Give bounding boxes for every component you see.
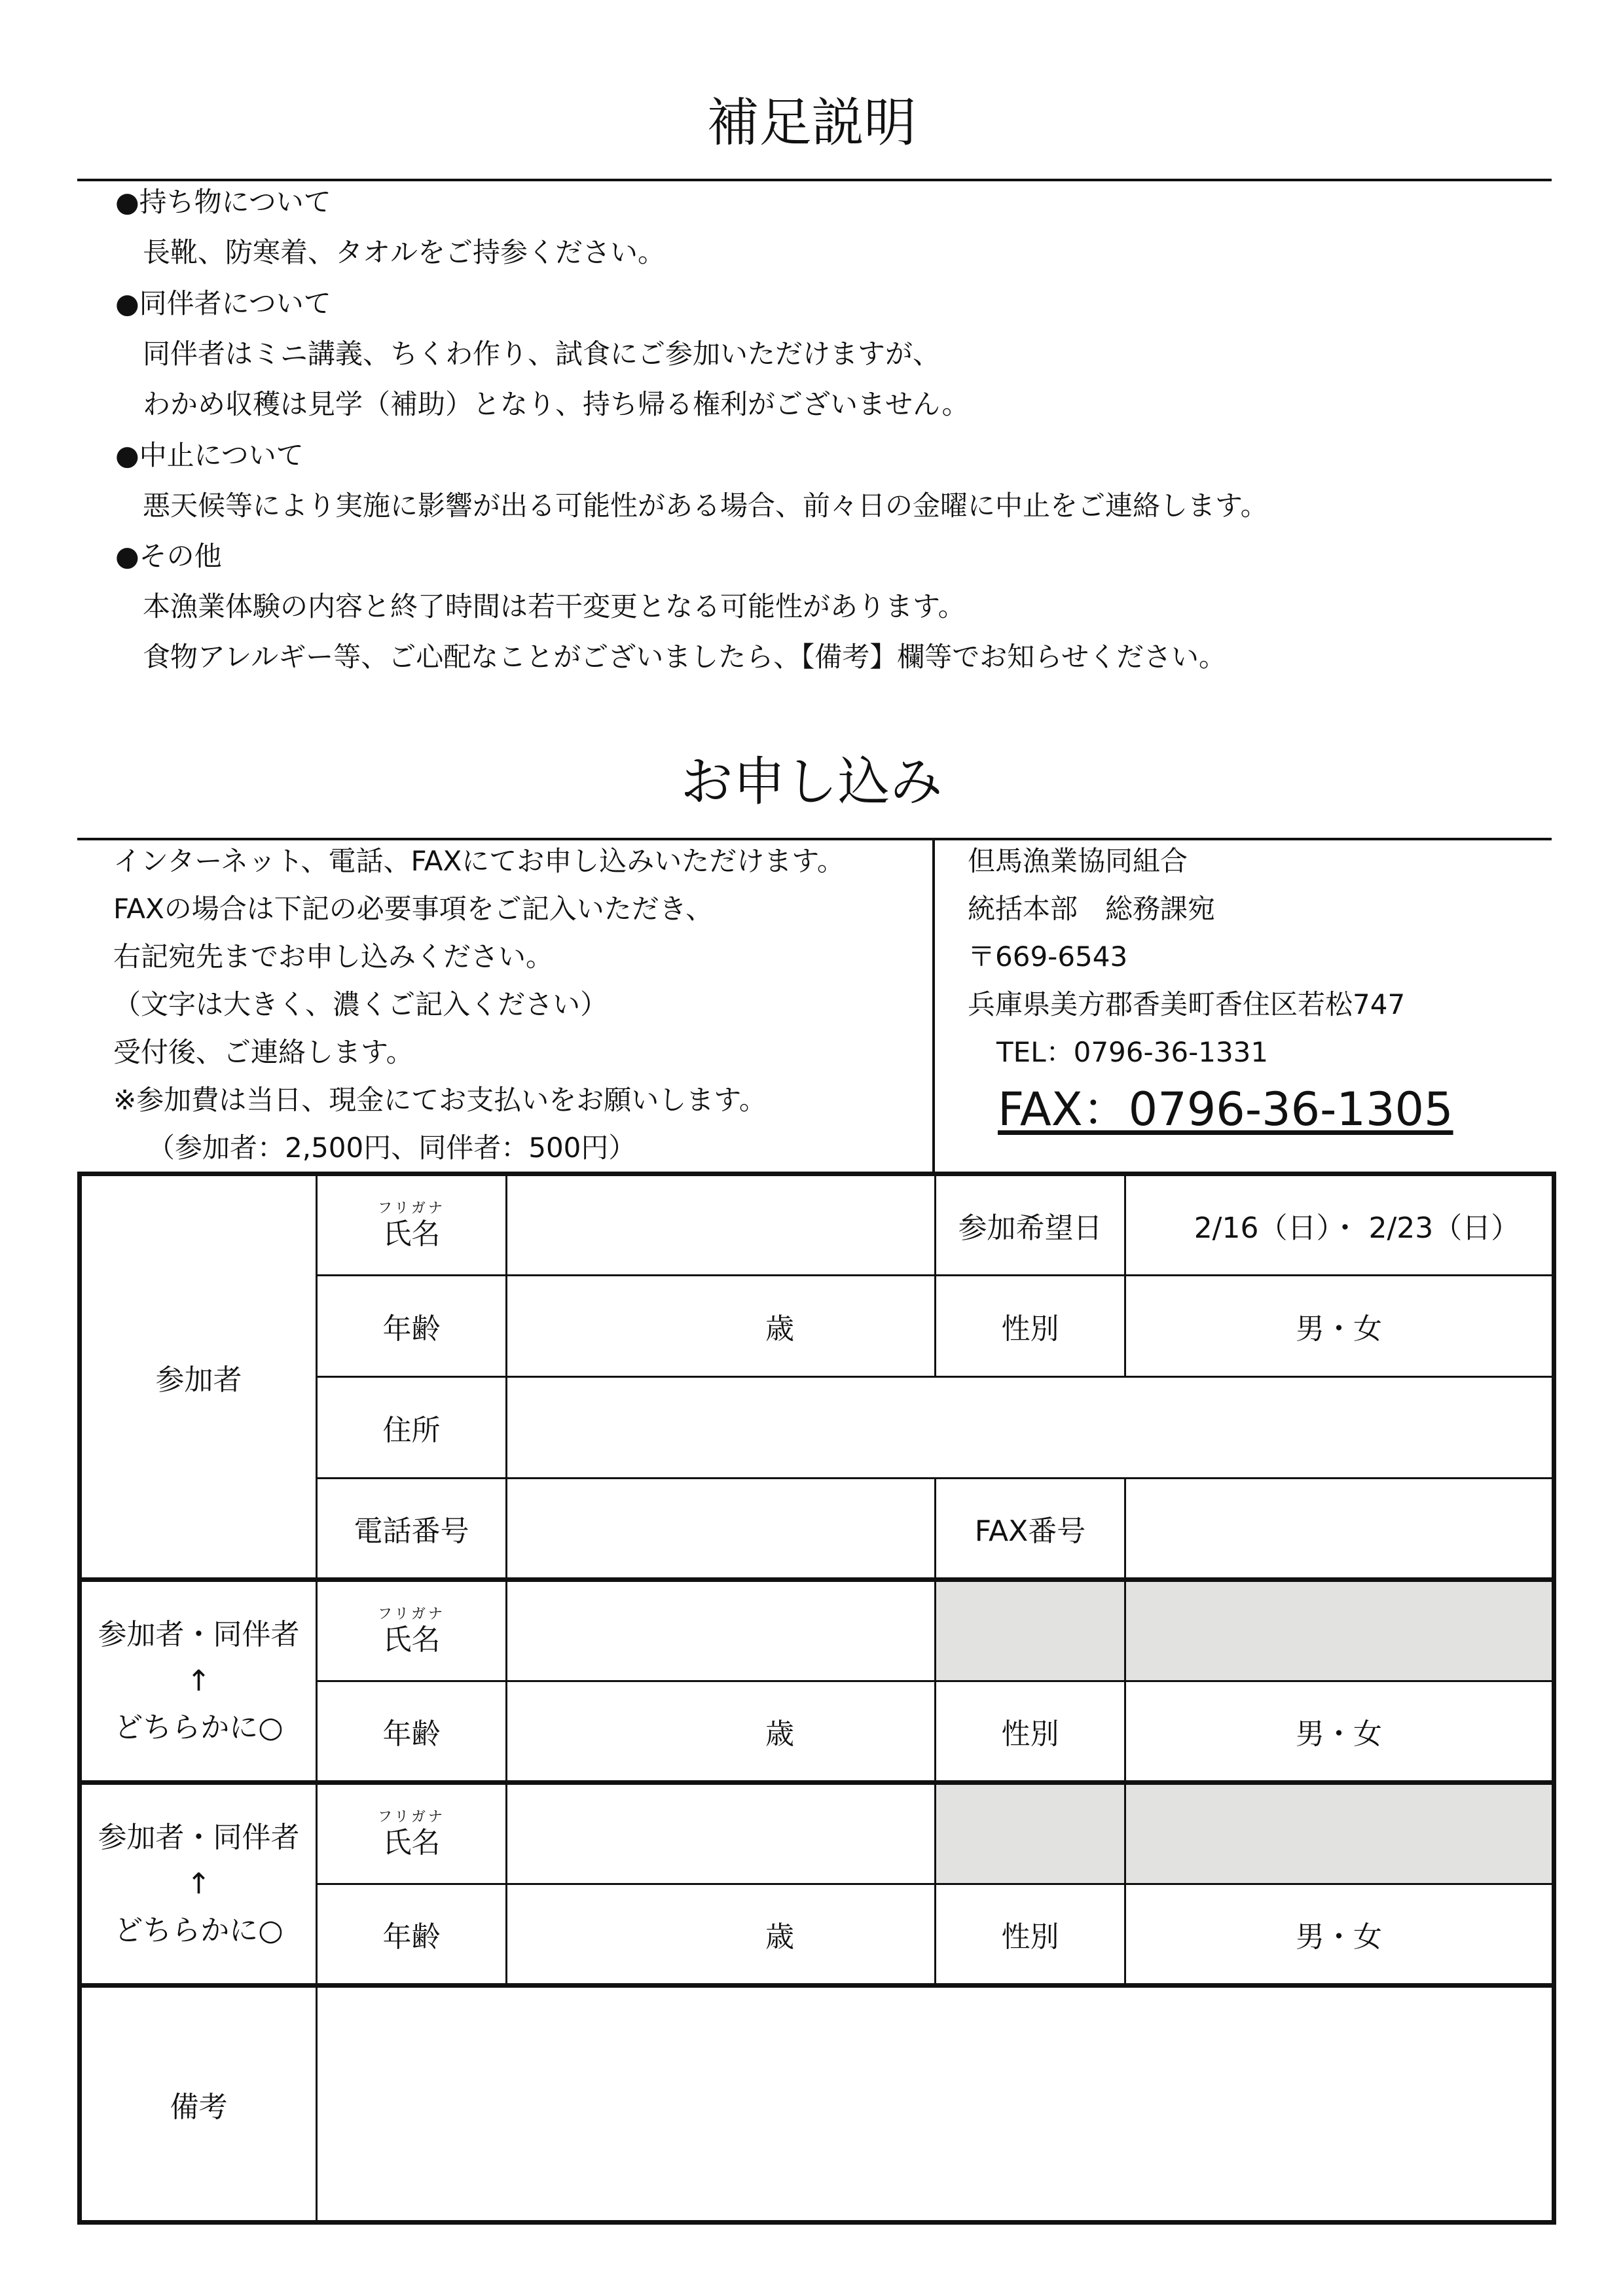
supplement-text: 食物アレルギー等、ご心配なことがございましたら、【備考】欄等でお知らせください。	[143, 641, 1227, 673]
phone-label: 電話番号	[317, 1479, 507, 1580]
either-label-top: 参加者・同伴者	[98, 1820, 300, 1854]
companion2-type-label[interactable]	[80, 1783, 317, 1986]
remarks-field[interactable]	[317, 1986, 1554, 2223]
age-label: 年齢	[317, 1681, 507, 1783]
supplement-text: 同伴者はミニ講義、ちくわ作り、試食にご参加いただけますが、	[143, 338, 941, 370]
gender-label: 性別	[936, 1681, 1125, 1783]
name-label: 氏名	[382, 1217, 441, 1251]
application-column-divider	[932, 839, 935, 1173]
either-label-bottom: どちらかに○	[114, 1711, 283, 1745]
shaded-cell	[936, 1783, 1125, 1884]
companion2-name-field[interactable]	[507, 1783, 936, 1884]
participant-phone-field[interactable]	[507, 1479, 936, 1580]
address-line: 統括本部 総務課宛	[968, 893, 1216, 925]
companion1-gender-field[interactable]: 男・女	[1125, 1681, 1554, 1783]
fax-number: FAX：0796-36-1305	[998, 1083, 1453, 1136]
remarks-label: 備考	[80, 1986, 317, 2223]
address-label: 住所	[317, 1377, 507, 1479]
supplement-heading: ●その他	[115, 540, 222, 572]
participant-label: 参加者	[80, 1174, 317, 1580]
up-arrow-icon: ↑	[187, 1867, 211, 1901]
furigana-label: フリガナ	[378, 1809, 445, 1825]
address-line: 兵庫県美方郡香美町香住区若松747	[968, 988, 1406, 1020]
supplement-heading: ●持ち物について	[115, 186, 331, 218]
instruction-line: FAXの場合は下記の必要事項をご記入いただき、	[113, 893, 714, 925]
address-line: 但馬漁業協同組合	[968, 845, 1188, 877]
shaded-cell	[1125, 1783, 1554, 1884]
age-label: 年齢	[317, 1884, 507, 1986]
companion1-age-field[interactable]	[507, 1681, 936, 1783]
companion2-gender-field[interactable]: 男・女	[1125, 1884, 1554, 1986]
supplement-heading: ●中止について	[115, 439, 304, 471]
date-options[interactable]: 2/16（日）・ 2/23（日）	[1125, 1174, 1554, 1276]
name-label-cell	[317, 1783, 507, 1884]
either-label-top: 参加者・同伴者	[98, 1617, 300, 1651]
supplement-text: 長靴、防寒着、タオルをご持参ください。	[143, 236, 666, 268]
name-label: 氏名	[382, 1826, 441, 1859]
shaded-cell	[1125, 1580, 1554, 1681]
participant-gender-field[interactable]: 男・女	[1125, 1276, 1554, 1377]
age-unit: 歳	[765, 1717, 794, 1751]
age-unit: 歳	[765, 1312, 794, 1346]
fax-label: FAX番号	[936, 1479, 1125, 1580]
companion2-age-field[interactable]	[507, 1884, 936, 1986]
participant-address-field[interactable]	[507, 1377, 1554, 1479]
furigana-label: フリガナ	[378, 1200, 445, 1217]
companion2-name-row	[80, 1783, 1554, 1884]
instruction-line: ※参加費は当日、現金にてお支払いをお願いします。	[113, 1084, 767, 1116]
companion1-name-row	[80, 1580, 1554, 1681]
application-title-rule	[77, 838, 1552, 840]
supplement-text: 悪天候等により実施に影響が出る可能性がある場合、前々日の金曜に中止をご連絡します。	[143, 490, 1268, 522]
supplement-heading: ●同伴者について	[115, 287, 331, 319]
tel-number: TEL：0796-36-1331	[996, 1036, 1269, 1068]
age-unit: 歳	[765, 1920, 794, 1954]
participant-name-row	[80, 1174, 1554, 1276]
instruction-line: （文字は大きく、濃くご記入ください）	[113, 988, 608, 1020]
supplement-title: 補足説明	[706, 92, 917, 153]
participant-name-field[interactable]	[507, 1174, 936, 1276]
fee-line: （参加者：2,500円、同伴者：500円）	[147, 1132, 636, 1164]
name-label-cell	[317, 1580, 507, 1681]
companion1-name-field[interactable]	[507, 1580, 936, 1681]
date-label: 参加希望日	[936, 1174, 1125, 1276]
name-label: 氏名	[382, 1623, 441, 1657]
participant-fax-field[interactable]	[1125, 1479, 1554, 1580]
participant-age-field[interactable]	[507, 1276, 936, 1377]
companion1-type-label[interactable]	[80, 1580, 317, 1783]
name-label-cell	[317, 1174, 507, 1276]
instruction-line: 右記宛先までお申し込みください。	[113, 941, 554, 973]
gender-label: 性別	[936, 1884, 1125, 1986]
instruction-line: インターネット、電話、FAXにてお申し込みいただけます。	[113, 845, 845, 877]
address-line: 〒669-6543	[968, 941, 1128, 973]
furigana-label: フリガナ	[378, 1606, 445, 1623]
supplement-text: 本漁業体験の内容と終了時間は若干変更となる可能性があります。	[143, 590, 966, 622]
supplement-title-rule	[77, 179, 1552, 181]
instruction-line: 受付後、ご連絡します。	[113, 1036, 414, 1068]
application-title: お申し込み	[680, 751, 943, 812]
gender-label: 性別	[936, 1276, 1125, 1377]
up-arrow-icon: ↑	[187, 1664, 211, 1698]
remarks-row	[80, 1986, 1554, 2223]
supplement-text: わかめ収穫は見学（補助）となり、持ち帰る権利がございません。	[143, 388, 970, 420]
application-form	[77, 1172, 1556, 2225]
either-label-bottom: どちらかに○	[114, 1914, 283, 1948]
shaded-cell	[936, 1580, 1125, 1681]
age-label: 年齢	[317, 1276, 507, 1377]
